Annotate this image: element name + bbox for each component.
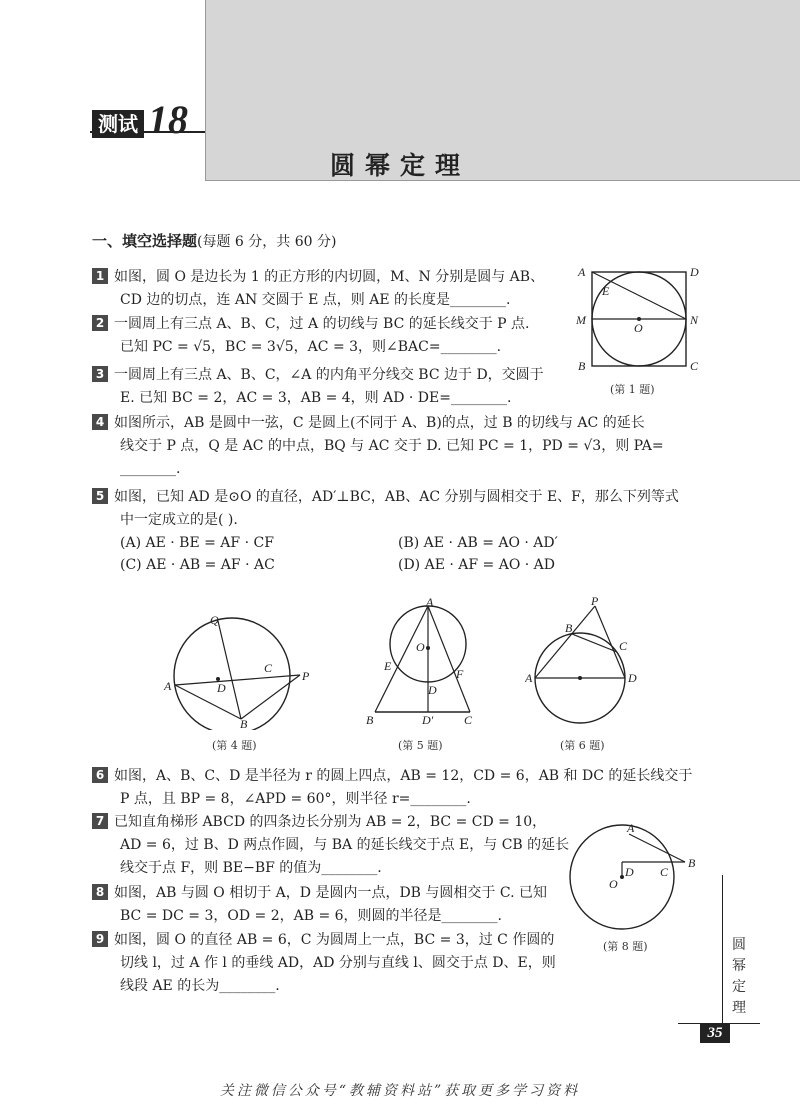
page-title: 圆幂定理 xyxy=(330,151,471,180)
question-3 xyxy=(92,364,544,410)
question-9 xyxy=(92,929,556,998)
question-text: P 点，且 BP = 8，∠APD = 60°，则半径 r=________. xyxy=(120,791,471,807)
question-text: 线段 AE 的长为________. xyxy=(120,978,280,994)
question-text: 已知直角梯形 ABCD 的四条边长分别为 AB = 2，BC = CD = 10， xyxy=(114,814,547,830)
test-badge xyxy=(92,97,188,142)
label-C: C xyxy=(619,639,628,653)
figure-1 xyxy=(572,262,702,374)
question-text: 线交于 P 点，Q 是 AC 的中点，BQ 与 AC 交于 D. 已知 PC = 1，PD = √3，则 PA= xyxy=(120,438,664,454)
label-C: C xyxy=(660,865,669,879)
question-text: 如图，A、B、C、D 是半径为 r 的圆上四点，AB = 12，CD = 6，AB 和 DC 的延长线交于 xyxy=(114,768,693,784)
label-A: A xyxy=(164,679,172,693)
label-B: B xyxy=(565,621,573,635)
question-2 xyxy=(92,313,530,359)
label-D: D xyxy=(628,671,637,685)
header-banner xyxy=(205,0,800,181)
section-title: 一、填空选择题 xyxy=(92,232,198,250)
section-heading xyxy=(92,230,336,251)
label-B: B xyxy=(578,359,586,373)
question-number: 1 xyxy=(92,268,108,284)
figure-5-caption: (第 5 题) xyxy=(398,739,443,752)
label-A: A xyxy=(525,671,533,685)
question-number: 4 xyxy=(92,414,108,430)
label-Q: Q xyxy=(210,613,219,627)
label-E: E xyxy=(602,284,610,298)
option-a: (A) AE · BE = AF · CF xyxy=(120,535,274,551)
question-text: CD 边的切点，连 AN 交圆于 E 点，则 AE 的长度是________. xyxy=(120,292,511,308)
question-number: 9 xyxy=(92,931,108,947)
label-C: C xyxy=(690,359,699,373)
badge-number: 18 xyxy=(148,97,188,142)
question-text: 如图，圆 O 的直径 AB = 6，C 为圆周上一点，BC = 3，过 C 作圆的 xyxy=(114,932,555,948)
question-text: 一圆周上有三点 A、B、C，∠A 的内角平分线交 BC 边于 D，交圆于 xyxy=(114,367,544,383)
question-text: 线交于点 F，则 BE−BF 的值为________. xyxy=(120,860,382,876)
label-C: C xyxy=(464,713,473,727)
question-text: 如图，圆 O 是边长为 1 的正方形的内切圆，M、N 分别是圆与 AB、 xyxy=(114,269,545,285)
question-number: 3 xyxy=(92,366,108,382)
option-b: (B) AE · AB = AO · AD′ xyxy=(398,535,558,551)
question-text: 中一定成立的是( ). xyxy=(120,512,238,528)
label-P: P xyxy=(591,594,599,608)
question-number: 8 xyxy=(92,884,108,900)
label-E: E xyxy=(384,659,392,673)
question-text: 如图，已知 AD 是⊙O 的直径，AD′⊥BC，AB、AC 分别与圆相交于 E、F，那么下列等式 xyxy=(114,489,679,505)
label-B: B xyxy=(240,717,248,730)
label-C: C xyxy=(264,661,273,675)
side-tab-label: 圆幂定理 xyxy=(732,937,746,1016)
question-text: BC = DC = 3，OD = 2，AB = 6，则圆的半径是________. xyxy=(120,908,502,924)
label-D: D xyxy=(217,681,226,695)
label-M: M xyxy=(576,313,586,327)
label-B: B xyxy=(688,856,696,870)
badge-label: 测试 xyxy=(92,110,144,138)
label-D: D xyxy=(690,265,699,279)
question-text: 切线 l，过 A 作 l 的垂线 AD，AD 分别与直线 l、圆交于点 D、E，则 xyxy=(120,955,556,971)
option-d: (D) AE · AF = AO · AD xyxy=(398,557,556,573)
label-A: A xyxy=(426,598,434,609)
figure-5 xyxy=(360,598,485,730)
question-text: 如图所示，AB 是圆中一弦，C 是圆上(不同于 A、B)的点，过 B 的切线与 AC 的延长 xyxy=(114,415,645,431)
figure-1-caption: (第 1 题) xyxy=(610,383,655,396)
label-O: O xyxy=(609,877,618,891)
label-P: P xyxy=(302,669,310,683)
figure-8 xyxy=(565,820,705,932)
label-B: B xyxy=(366,713,374,727)
question-number: 2 xyxy=(92,315,108,331)
footer-note: 关注微信公众号“教辅资料站”获取更多学习资料 xyxy=(219,1083,581,1099)
label-A: A xyxy=(578,265,586,279)
label-O: O xyxy=(634,321,643,335)
question-text: 已知 PC = √5，BC = 3√5，AC = 3，则∠BAC=________. xyxy=(120,339,502,355)
figure-4-caption: (第 4 题) xyxy=(212,739,257,752)
question-text: E. 已知 BC = 2，AC = 3，AB = 4，则 AD · DE=________. xyxy=(120,390,512,406)
question-text: 如图，AB 与圆 O 相切于 A，D 是圆内一点，DB 与圆相交于 C. 已知 xyxy=(114,885,547,901)
label-D-prime: D′ xyxy=(422,713,434,727)
question-number: 5 xyxy=(92,488,108,504)
label-D: D xyxy=(625,865,634,879)
section-subtitle: (每题 6 分，共 60 分) xyxy=(197,234,337,250)
question-number: 6 xyxy=(92,767,108,783)
label-D: D xyxy=(428,683,437,697)
question-5 xyxy=(92,486,679,532)
page-number: 35 xyxy=(700,1023,730,1043)
figure-8-caption: (第 8 题) xyxy=(603,940,648,953)
question-7 xyxy=(92,811,569,880)
label-N: N xyxy=(690,313,699,327)
question-4 xyxy=(92,412,664,481)
question-1 xyxy=(92,266,544,312)
question-text: 一圆周上有三点 A、B、C，过 A 的切线与 BC 的延长线交于 P 点. xyxy=(114,316,530,332)
question-text: AD = 6，过 B、D 两点作圆，与 BA 的延长线交于点 E，与 CB 的延长 xyxy=(120,837,570,853)
figure-6 xyxy=(525,594,645,729)
figure-6-caption: (第 6 题) xyxy=(560,739,605,752)
question-number: 7 xyxy=(92,813,108,829)
label-F: F xyxy=(456,667,464,681)
option-c: (C) AE · AB = AF · AC xyxy=(120,557,275,573)
figure-4 xyxy=(160,612,320,730)
label-A: A xyxy=(627,821,635,835)
label-O: O xyxy=(416,640,425,654)
question-text: ________. xyxy=(120,461,181,477)
question-8 xyxy=(92,882,547,928)
question-6 xyxy=(92,765,692,811)
